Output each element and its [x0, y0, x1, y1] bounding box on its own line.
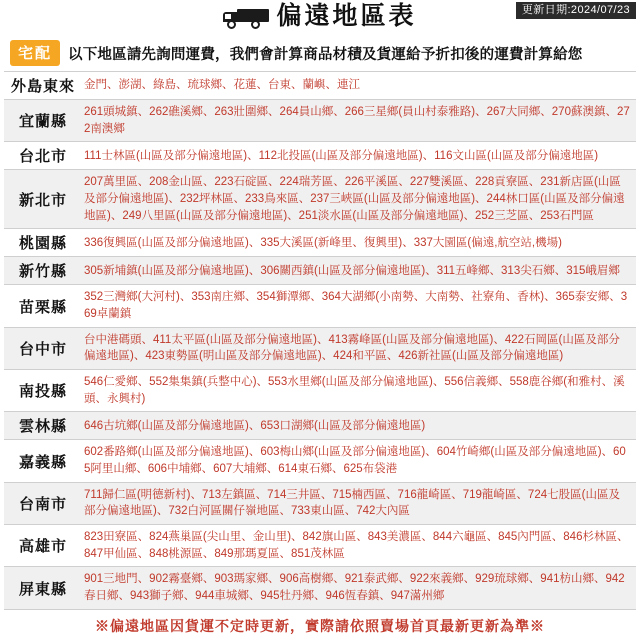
region-detail: 207萬里區、208金山區、223石碇區、224瑞芳區、226平溪區、227雙溪區、228貢寮區、231新店區(山區及部分偏遠地區)、232坪林區、233鳥來區、237三峽區(山區及部分偏遠地區)、244林口區(山區及部分偏遠地區)、249八里區(山區及部分偏遠地區)、251淡水區(山區及部分偏遠地區)、252三芝區、253石門區: [84, 176, 625, 222]
region-name: 高雄市: [18, 538, 67, 556]
region-detail: 823田寮區、824燕巢區(尖山里、金山里)、842旗山區、843美濃區、844六龜區、845內門區、846杉林區、847甲仙區、848桃源區、849那瑪夏區、851茂林區: [84, 531, 629, 560]
table-row: [4, 482, 636, 524]
table-row: [4, 170, 636, 229]
region-detail: 261頭城鎮、262礁溪鄉、263壯圍鄉、264員山鄉、266三星鄉(員山村泰雅路)、267大同鄉、270蘇澳鎮、272南澳鄉: [84, 106, 630, 135]
region-name: 屏東縣: [18, 580, 67, 598]
region-detail: 711歸仁區(明德新村)、713左鎮區、714三井區、715楠西區、716龍崎區、719龍崎區、724七股區(山區及部分偏遠地區)、732白河區關仔嶺地區、733東山區、742大內區: [84, 488, 620, 518]
region-detail: 352三灣鄉(大河村)、353南庄鄉、354獅潭鄉、364大湖鄉(小南勢、大南勢、社寮角、香林)、365泰安鄉、369卓蘭鎮: [84, 291, 628, 321]
notice-text: 以下地區請先詢問運費，我們會計算商品材積及貨運給予折扣後的運費計算給您: [68, 46, 583, 63]
delivery-truck-icon: [223, 5, 269, 29]
region-name: 宜蘭縣: [18, 113, 67, 131]
region-name: 新竹縣: [18, 263, 67, 281]
region-detail: 336復興區(山區及部分偏遠地區)、335大溪區(新峰里、復興里)、337大園區(偏遠,航空站,機場): [84, 236, 562, 249]
region-detail: 602番路鄉(山區及部分偏遠地區)、603梅山鄉(山區及部分偏遠地區)、604竹崎鄉(山區及部分偏遠地區)、605阿里山鄉、606中埔鄉、607大埔鄉、614東石鄉、625布袋港: [84, 446, 626, 476]
table-row: [4, 567, 636, 609]
table-row: [4, 525, 636, 567]
region-name: 台中市: [18, 340, 67, 358]
table-row: [4, 285, 636, 327]
region-detail: 111士林區(山區及部分偏遠地區)、112北投區(山區及部分偏遠地區)、116文山區(山區及部分偏遠地區): [84, 149, 599, 162]
table-row: [4, 412, 636, 440]
table-row: [4, 257, 636, 285]
region-detail: 台中港碼頭、411太平區(山區及部分偏遠地區)、413霧峰區(山區及部分偏遠地區)、422石岡區(山區及部分偏遠地區)、423東勢區(明山區及部分偏遠地區)、424和平區、426新社區(山區及部分偏遠地區): [84, 333, 620, 363]
region-name: 台南市: [18, 495, 67, 513]
region-name: 南投縣: [18, 383, 67, 401]
zones-table: [4, 71, 636, 610]
region-detail: 金門、澎湖、綠島、琉球鄉、花蓮、台東、蘭嶼、連江: [84, 79, 360, 92]
table-row: [4, 440, 636, 482]
region-name: 嘉義縣: [18, 453, 67, 471]
table-row: [4, 142, 636, 170]
region-detail: 305新埔鎮(山區及部分偏遠地區)、306關西鎮(山區及部分偏遠地區)、311五峰鄉、313尖石鄉、315峨眉鄉: [84, 264, 620, 277]
region-detail: 546仁愛鄉、552集集鎮(兵整中心)、553水里鄉(山區及部分偏遠地區)、556信義鄉、558鹿谷鄉(和雅村、溪頭、永興村): [84, 376, 625, 405]
update-date-badge: 更新日期:2024/07/23: [516, 2, 636, 19]
region-detail: 901三地門、902霧臺鄉、903瑪家鄉、906高樹鄉、921泰武鄉、922來義鄉、929琉球鄉、941枋山鄉、942春日鄉、943獅子鄉、944車城鄉、945牡丹鄉、946恆春鎮、947滿州鄉: [84, 573, 625, 603]
region-name: 雲林縣: [18, 418, 67, 436]
page-title: 偏遠地區表: [276, 2, 417, 30]
region-detail: 646古坑鄉(山區及部分偏遠地區)、653口湖鄉(山區及部分偏遠地區): [84, 419, 426, 432]
zones-table-body: [4, 72, 636, 610]
region-name: 桃園縣: [18, 235, 67, 253]
table-row: [4, 370, 636, 412]
region-name: 新北市: [18, 191, 67, 209]
region-name: 外島東來: [10, 78, 75, 95]
region-name: 台北市: [18, 148, 67, 166]
footer-note: ※偏遠地區因貨運不定時更新，實際請依照賣場首頁最新更新為準※: [95, 617, 545, 634]
notice-bar: [0, 38, 640, 71]
document-header: [0, 0, 640, 38]
table-row: [4, 72, 636, 100]
table-row: [4, 229, 636, 257]
table-row: [4, 100, 636, 142]
table-row: [4, 327, 636, 369]
region-name: 苗栗縣: [18, 298, 67, 316]
home-delivery-badge: 宅配: [10, 40, 60, 66]
